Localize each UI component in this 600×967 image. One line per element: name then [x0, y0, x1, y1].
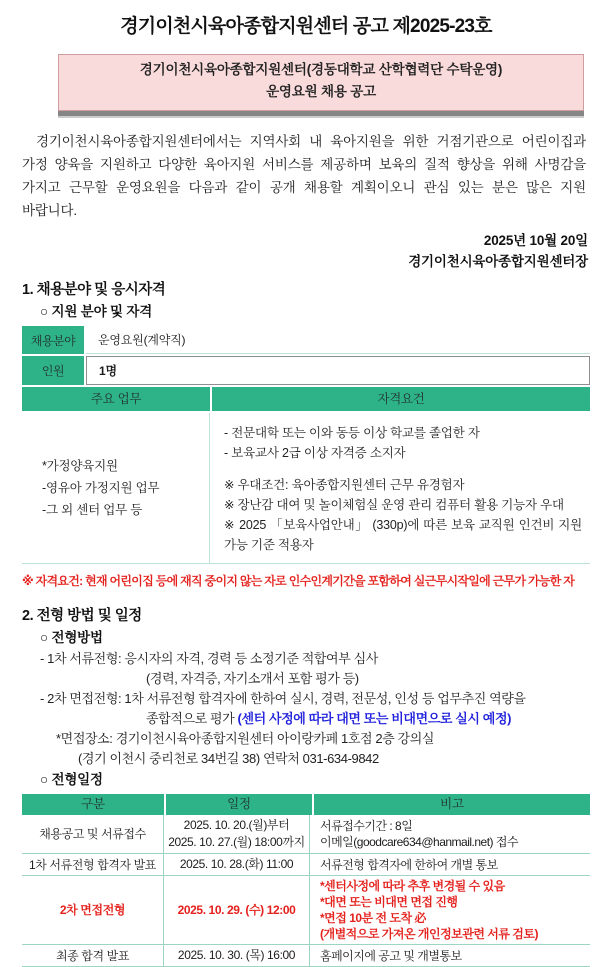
interview-location-line: *면접장소: 경기이천시육아종합지원센터 아이랑카페 1호점 2층 강의실 — [56, 731, 435, 746]
signer-title: 경기이천시육아종합지원센터장 — [408, 254, 588, 269]
recruit-table — [22, 326, 590, 564]
preference-line: ※ 우대조건: 육아종합지원센터 근무 유경험자 — [224, 478, 465, 492]
recruit-table-body-row — [22, 413, 590, 564]
headcount-label: 인원 — [22, 356, 84, 385]
method-line-4 — [22, 709, 590, 728]
schedule-row-interview — [22, 876, 590, 945]
duties-column-header: 주요 업무 — [22, 387, 210, 411]
method-list — [22, 649, 590, 768]
qualifications-column-header: 자격요건 — [212, 387, 590, 411]
schedule-category: 최종 합격 발표 — [22, 945, 164, 966]
method-line-4-prefix: 종합적으로 평가 — [146, 711, 238, 726]
section1-heading: 1. 채용분야 및 응시자격 — [22, 282, 166, 298]
preference-line: ※ 2025 「보육사업안내」 (330p)에 따른 보육 교직원 인건비 지원 가능 기준 적용자 — [224, 518, 582, 552]
schedule-header-note: 비고 — [314, 794, 590, 815]
schedule-note-line: *대면 또는 비대면 면접 진행 — [320, 895, 458, 909]
schedule-note-line: 서류전형 합격자에 한하여 개별 통보 — [320, 857, 498, 872]
interview-address-line: (경기 이천시 중리천로 34번길 38) 연락처 031-634-9842 — [78, 751, 379, 766]
method-line-2: (경력, 자격증, 자기소개서 포함 평가 등) — [146, 671, 359, 686]
schedule-table — [22, 794, 590, 967]
schedule-note-line: 서류접수기간 : 8일 — [320, 819, 413, 833]
schedule-header-date: 일정 — [166, 794, 312, 815]
duties-cell — [22, 413, 210, 564]
schedule-note-line: (개별적으로 가져온 개인정보관련 서류 검토) — [320, 927, 538, 941]
schedule-note-line: 이메일(goodcare634@hanmail.net) 접수 — [320, 835, 519, 849]
schedule-note-line: *센터사정에 따라 추후 변경될 수 있음 — [320, 879, 505, 893]
banner-org-line: 경기이천시육아종합지원센터(경동대학교 산학협력단 수탁운영) — [139, 62, 503, 77]
spacer — [224, 463, 582, 475]
qualifications-cell — [210, 413, 590, 564]
announcement-banner — [58, 54, 584, 111]
method-line-1: - 1차 서류전형: 응시자의 자격, 경력 등 소정기준 적합여부 심사 — [40, 651, 378, 666]
schedule-date-line: 2025. 10. 29. (수) 12:00 — [177, 902, 296, 917]
method-line-4-highlight: (센터 사정에 따라 대면 또는 비대면으로 실시 예정) — [237, 711, 512, 726]
method-heading: ○ 전형방법 — [40, 630, 103, 645]
schedule-category: 2차 면접전형 — [22, 876, 164, 944]
schedule-note-cell — [310, 945, 590, 966]
schedule-date-cell — [164, 876, 310, 944]
schedule-date-cell — [164, 815, 310, 853]
duty-line: -영유아 가정지원 업무 — [42, 481, 160, 495]
schedule-note-line: 홈페이지에 공고 및 개별통보 — [320, 948, 462, 963]
schedule-note-cell — [310, 876, 590, 944]
document-title: 경기이천시육아종합지원센터 공고 제2025-23호 — [120, 16, 492, 37]
qualification-line: - 전문대학 또는 이와 동등 이상 학교를 졸업한 자 — [224, 426, 480, 440]
qualification-line: - 보육교사 2급 이상 자격증 소지자 — [224, 446, 406, 460]
schedule-date-line: 2025. 10. 27.(월) 18:00까지 — [168, 835, 305, 849]
schedule-category: 1차 서류전형 합격자 발표 — [22, 854, 164, 875]
schedule-date-line: 2025. 10. 20.(월)부터 — [183, 818, 290, 832]
schedule-note-line: *면접 10분 전 도착 必 — [320, 911, 426, 925]
section1-sub-heading: ○ 지원 분야 및 자격 — [40, 304, 153, 319]
schedule-note-cell — [310, 854, 590, 875]
schedule-row-apply — [22, 815, 590, 854]
banner-subject-line: 운영요원 채용 공고 — [266, 84, 376, 99]
announcement-date: 2025년 10월 20일 — [483, 233, 588, 248]
schedule-table-header-row — [22, 794, 590, 815]
schedule-date-line: 2025. 10. 28.(화) 11:00 — [179, 857, 294, 871]
section2-heading: 2. 전형 방법 및 일정 — [22, 608, 142, 624]
schedule-date-line: 2025. 10. 30. (목) 16:00 — [177, 948, 296, 962]
schedule-category: 채용공고 및 서류접수 — [22, 815, 164, 853]
schedule-date-cell — [164, 945, 310, 966]
headcount-value: 1명 — [86, 356, 590, 385]
schedule-row-final — [22, 945, 590, 967]
intro-paragraph: 경기이천시육아종합지원센터에서는 지역사회 내 육아지원을 위한 거점기관으로 어린이집과 가정 양육을 지원하고 다양한 육아지원 서비스를 제공하며 보육의 질적 향상을 위해 사명감을 가지고 근무할 운영요원을 다음과 같이 공개 채용할 계획이오니 관심 있는 분은 많은 지원 바랍니다. — [22, 134, 586, 218]
recruit-field-label: 채용분야 — [22, 326, 84, 354]
duty-line: -그 외 센터 업무 등 — [42, 503, 143, 517]
eligibility-red-note: ※ 자격요건: 현재 어린이집 등에 재직 중이지 않는 자로 인수인계기간을 포함하여 실근무시작일에 근무가 가능한 자 — [22, 574, 575, 588]
schedule-row-first-pass — [22, 854, 590, 876]
schedule-heading: ○ 전형일정 — [40, 772, 103, 787]
banner-divider-bar — [58, 111, 584, 118]
date-signature-block — [22, 230, 588, 272]
preference-line: ※ 장난감 대여 및 놀이체험실 운영 관리 컴퓨터 활용 기능자 우대 — [224, 498, 564, 512]
recruit-field-value: 운영요원(계약직) — [86, 326, 590, 354]
schedule-header-category: 구분 — [22, 794, 164, 815]
schedule-note-cell — [310, 815, 590, 853]
schedule-date-cell — [164, 854, 310, 875]
recruit-table-header-row — [22, 387, 590, 411]
duty-line: *가정양육지원 — [42, 459, 118, 473]
method-line-3: - 2차 면접전형: 1차 서류전형 합격자에 한하여 실시, 경력, 전문성, 인성 등 업무추진 역량을 — [40, 691, 526, 706]
